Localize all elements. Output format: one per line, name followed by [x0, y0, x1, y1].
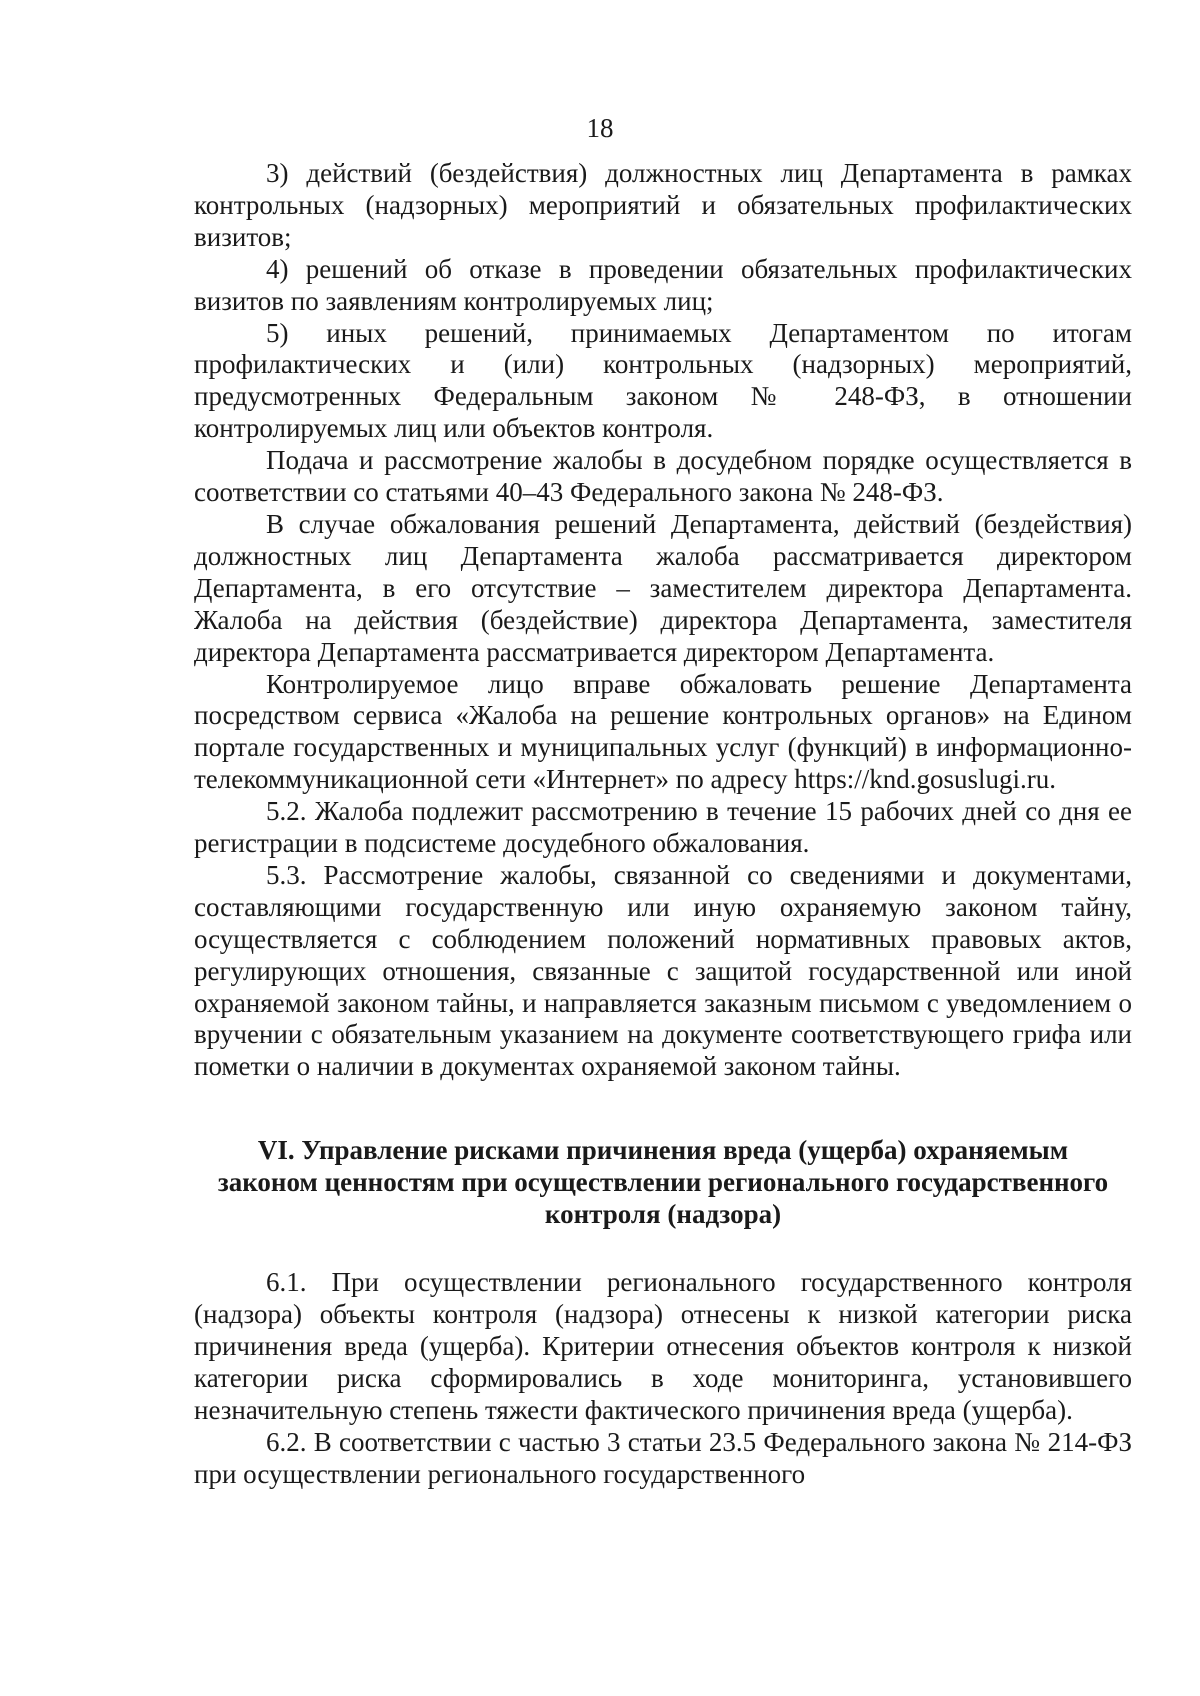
paragraph-complaint-procedure: Подача и рассмотрение жалобы в досудебном порядке осуществляется в соответствии со статьями 40–43 Федерального закона № 248-ФЗ. — [194, 445, 1132, 508]
paragraph-complaint-service: Контролируемое лицо вправе обжаловать решение Департамента посредством сервиса «Жалоба на решение контрольных органов» на Едином портале государственных и муниципальных услуг (функций) в информационно-телекоммуникационной сети «Интернет» по адресу https://knd.gosuslugi.ru. — [194, 668, 1132, 795]
page-number: 18 — [586, 113, 614, 143]
paragraph-6-2: 6.2. В соответствии с частью 3 статьи 23.5 Федерального закона № 214-ФЗ при осуществлении регионального государственного — [194, 1426, 1132, 1489]
paragraph-6-1: 6.1. При осуществлении регионального государственного контроля (надзора) объекты контроля (надзора) отнесены к низкой категории риска причинения вреда (ущерба). Критерии отнесения объектов контроля к низкой категории риска сформировались в ходе мониторинга, установившего незначительную степень тяжести фактического причинения вреда (ущерба). — [194, 1267, 1132, 1425]
paragraph-5-2: 5.2. Жалоба подлежит рассмотрению в течение 15 рабочих дней со дня ее регистрации в подсистеме досудебного обжалования. — [194, 796, 1132, 859]
paragraph-5-3: 5.3. Рассмотрение жалобы, связанной со сведениями и документами, составляющими государственную или иную охраняемую законом тайну, осуществляется с соблюдением положений нормативных правовых актов, регулирующих отношения, связанные с защитой государственной или иной охраняемой законом тайны, и направляется заказным письмом с уведомлением о вручении с обязательным указанием на документе соответствующего грифа или пометки о наличии в документах охраняемой законом тайны. — [194, 859, 1132, 1082]
section-heading-line-2: законом ценностям при осуществлении регионального государственного — [217, 1167, 1109, 1198]
paragraph-item-5: 5) иных решений, принимаемых Департаментом по итогам профилактических и (или) контрольных (надзорных) мероприятий, предусмотренных Федеральным законом № 248-ФЗ, в отношении контролируемых лиц или объектов контроля. — [194, 317, 1132, 444]
section-heading — [194, 1134, 1132, 1230]
document-body — [194, 158, 1132, 1491]
paragraph-item-4: 4) решений об отказе в проведении обязательных профилактических визитов по заявлениям контролируемых лиц; — [194, 253, 1132, 316]
section-heading-line-1: VI. Управление рисками причинения вреда (ущерба) охраняемым — [257, 1135, 1069, 1166]
section-heading-line-3: контроля (надзора) — [544, 1199, 782, 1230]
paragraph-item-3: 3) действий (бездействия) должностных лиц Департамента в рамках контрольных (надзорных) мероприятий и обязательных профилактических визитов; — [194, 158, 1132, 252]
paragraph-complaint-review: В случае обжалования решений Департамента, действий (бездействия) должностных лиц Департамента жалоба рассматривается директором Департамента, в его отсутствие – заместителем директора Департамента. Жалоба на действия (бездействие) директора Департамента, заместителя директора Департамента рассматривается директором Департамента. — [194, 508, 1132, 667]
